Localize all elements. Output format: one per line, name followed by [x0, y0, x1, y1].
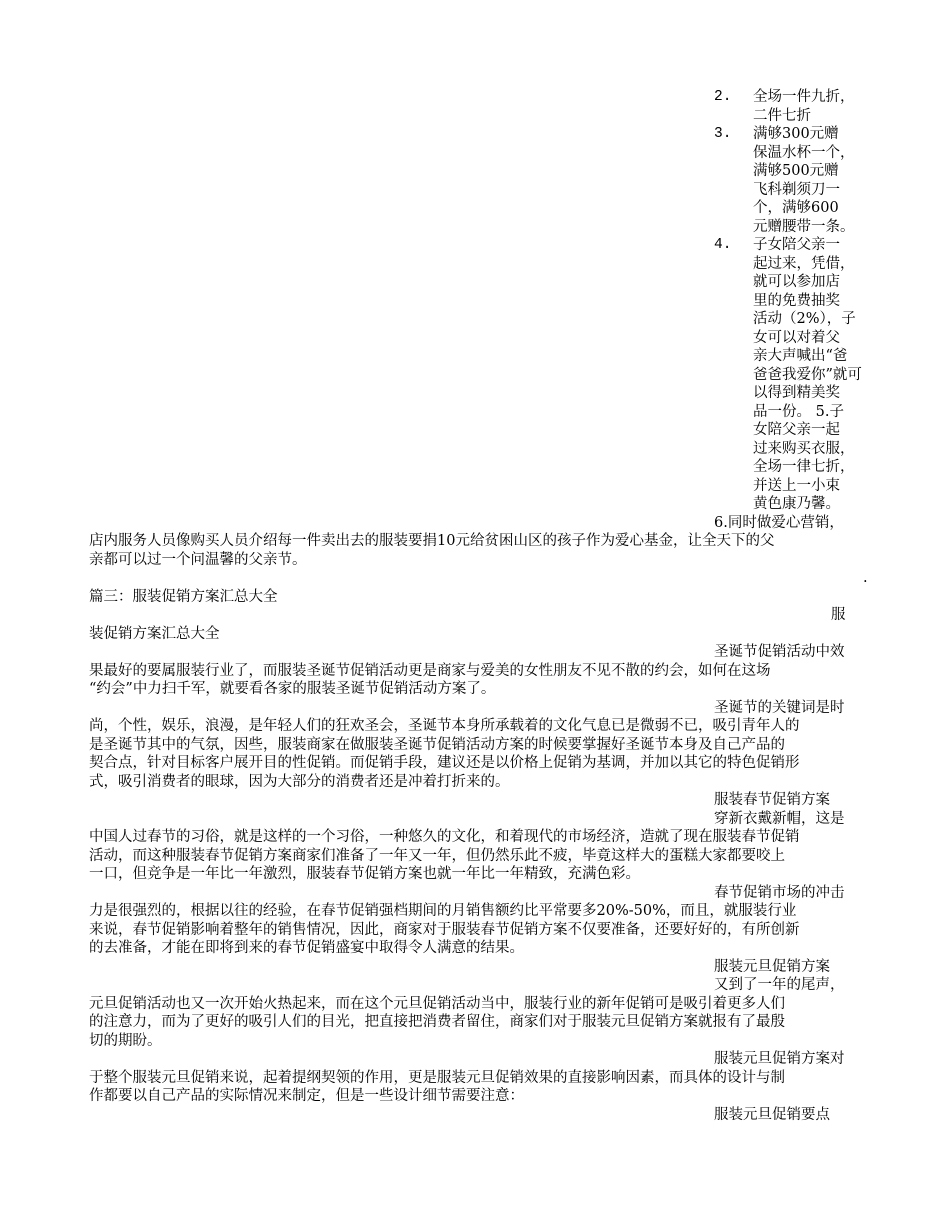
paragraph-line: 来说，春节促销影响着整年的销售情况，因此，商家对于服装春节促销方案不仅要准备，还要好好的，有所创新 — [89, 922, 800, 938]
paragraph-start: 又到了一年的尾声， — [714, 977, 845, 993]
paragraph-line: 切的期盼。 — [89, 1033, 162, 1049]
list-item-4-line: 活动（2%），子 — [753, 311, 856, 327]
list-item-3-line: 元赠腰带一条。 — [753, 219, 855, 235]
section-title-start: 服 — [831, 607, 846, 623]
paragraph-line: 的去准备，才能在即将到来的春节促销盛宴中取得令人满意的结果。 — [89, 940, 524, 956]
paragraph-line: 契合点，针对目标客户展开目的性促销。而促销手段，建议还是以价格上促销为基调，并加以其它的特色促销形 — [89, 755, 800, 771]
paragraph-line: 活动，而这种服装春节促销方案商家们准备了一年又一年，但仍然乐此不疲，毕竟这样大的蛋糕大家都要咬上 — [89, 848, 785, 864]
list-item-3-line: 满够500元赠 — [753, 163, 839, 179]
list-item-4-line: 过来购买衣服， — [753, 441, 855, 457]
list-item-4-line: 并送上一小束 — [753, 478, 840, 494]
paragraph-line: 作都要以自己产品的实际情况来制定，但是一些设计细节需要注意： — [89, 1088, 524, 1104]
list-item-4-line: 起过来，凭借， — [753, 256, 855, 272]
list-item-3-line: 满够300元赠 — [753, 126, 839, 142]
paragraph-line: 于整个服装元旦促销来说，起着提纲契领的作用，更是服装元旦促销效果的直接影响因素，而具体的设计与制 — [89, 1070, 785, 1086]
paragraph-start: 6.同时做爱心营销， — [714, 515, 844, 531]
paragraph-start: 穿新衣戴新帽，这是 — [714, 811, 845, 827]
paragraph-line: 式，吸引消费者的眼球，因为大部分的消费者还是冲着打折来的。 — [89, 774, 510, 790]
list-item-3-line: 飞科剃须刀一 — [753, 182, 840, 198]
list-item-4-line: 品一份。 5.子 — [753, 404, 844, 420]
paragraph-line: 元旦促销活动也又一次开始火热起来，而在这个元旦促销活动当中，服装行业的新年促销可是吸引着更多人们 — [89, 996, 785, 1012]
paragraph-line: 果最好的要属服装行业了，而服装圣诞节促销活动更是商家与爱美的女性朋友不见不散的约会，如何在这场 — [89, 663, 771, 679]
list-item-3-line: 个，满够600 — [753, 200, 839, 216]
list-item-4-line: 亲大声喊出“爸 — [753, 348, 848, 364]
subheading-spring: 服装春节促销方案 — [714, 792, 830, 808]
subheading-newyear: 服装元旦促销方案 — [714, 959, 830, 975]
paragraph-line: 亲都可以过一个问温馨的父亲节。 — [89, 552, 307, 568]
list-item-4-line: 女陪父亲一起 — [753, 422, 840, 438]
list-item-4-line: 以得到精美奖 — [753, 385, 840, 401]
list-number-3: 3. — [714, 126, 732, 142]
paragraph-line: 的注意力，而为了更好的吸引人们的目光，把直接把消费者留住，商家们对于服装元旦促销方案就报有了最殷 — [89, 1014, 785, 1030]
list-item-4-line: 里的免费抽奖 — [753, 293, 840, 309]
list-item-4-line: 女可以对着父 — [753, 330, 840, 346]
paragraph-line: 尚，个性，娱乐，浪漫，是年轻人们的狂欢圣会，圣诞节本身所承载着的文化气息已是微弱不已，吸引青年人的 — [89, 718, 800, 734]
list-number-4: 4. — [714, 237, 732, 253]
section-title-rest: 装促销方案汇总大全 — [89, 626, 220, 642]
list-item-4-line: 全场一律七折， — [753, 459, 855, 475]
paragraph-line: 一口，但竞争是一年比一年激烈，服装春节促销方案也就一年比一年精致，充满色彩。 — [89, 866, 640, 882]
paragraph-line: 力是很强烈的，根据以往的经验，在春节促销强档期间的月销售额约比平常要多20%-50%，而且，就服装行业 — [89, 903, 797, 919]
list-number-2: 2. — [714, 89, 732, 105]
list-item-4-line: 黄色康乃馨。 — [753, 496, 840, 512]
paragraph-line: 是圣诞节其中的气氛，因些，服装商家在做服装圣诞节促销活动方案的时候要掌握好圣诞节本身及自己产品的 — [89, 737, 785, 753]
list-item-4-line: 子女陪父亲一 — [753, 237, 840, 253]
paragraph-start: 春节促销市场的冲击 — [714, 885, 845, 901]
paragraph-line: 中国人过春节的习俗，就是这样的一个习俗，一种悠久的文化，和着现代的市场经济，造就了现在服装春节促销 — [89, 829, 800, 845]
list-item-2-line: 全场一件九折， — [753, 89, 855, 105]
paragraph-start: 圣诞节促销活动中效 — [714, 644, 845, 660]
paragraph-start: 服装元旦促销方案对 — [714, 1051, 845, 1067]
list-item-4-line: 就可以参加店 — [753, 274, 840, 290]
list-item-4-line: 爸爸我爱你”就可 — [753, 367, 862, 383]
list-item-2-line: 二件七折 — [753, 108, 811, 124]
stray-dot: . — [863, 570, 868, 586]
paragraph-line: “约会”中力扫千军，就要看各家的服装圣诞节促销活动方案了。 — [89, 681, 496, 697]
paragraph-line: 店内服务人员像购买人员介绍每一件卖出去的服装要捐10元给贫困山区的孩子作为爱心基金，让全天下的父 — [89, 533, 775, 549]
section-heading: 篇三：服装促销方案汇总大全 — [89, 589, 278, 605]
list-item-3-line: 保温水杯一个， — [753, 145, 855, 161]
paragraph-start: 圣诞节的关键词是时 — [714, 700, 845, 716]
subheading-points: 服装元旦促销要点 — [714, 1107, 830, 1123]
